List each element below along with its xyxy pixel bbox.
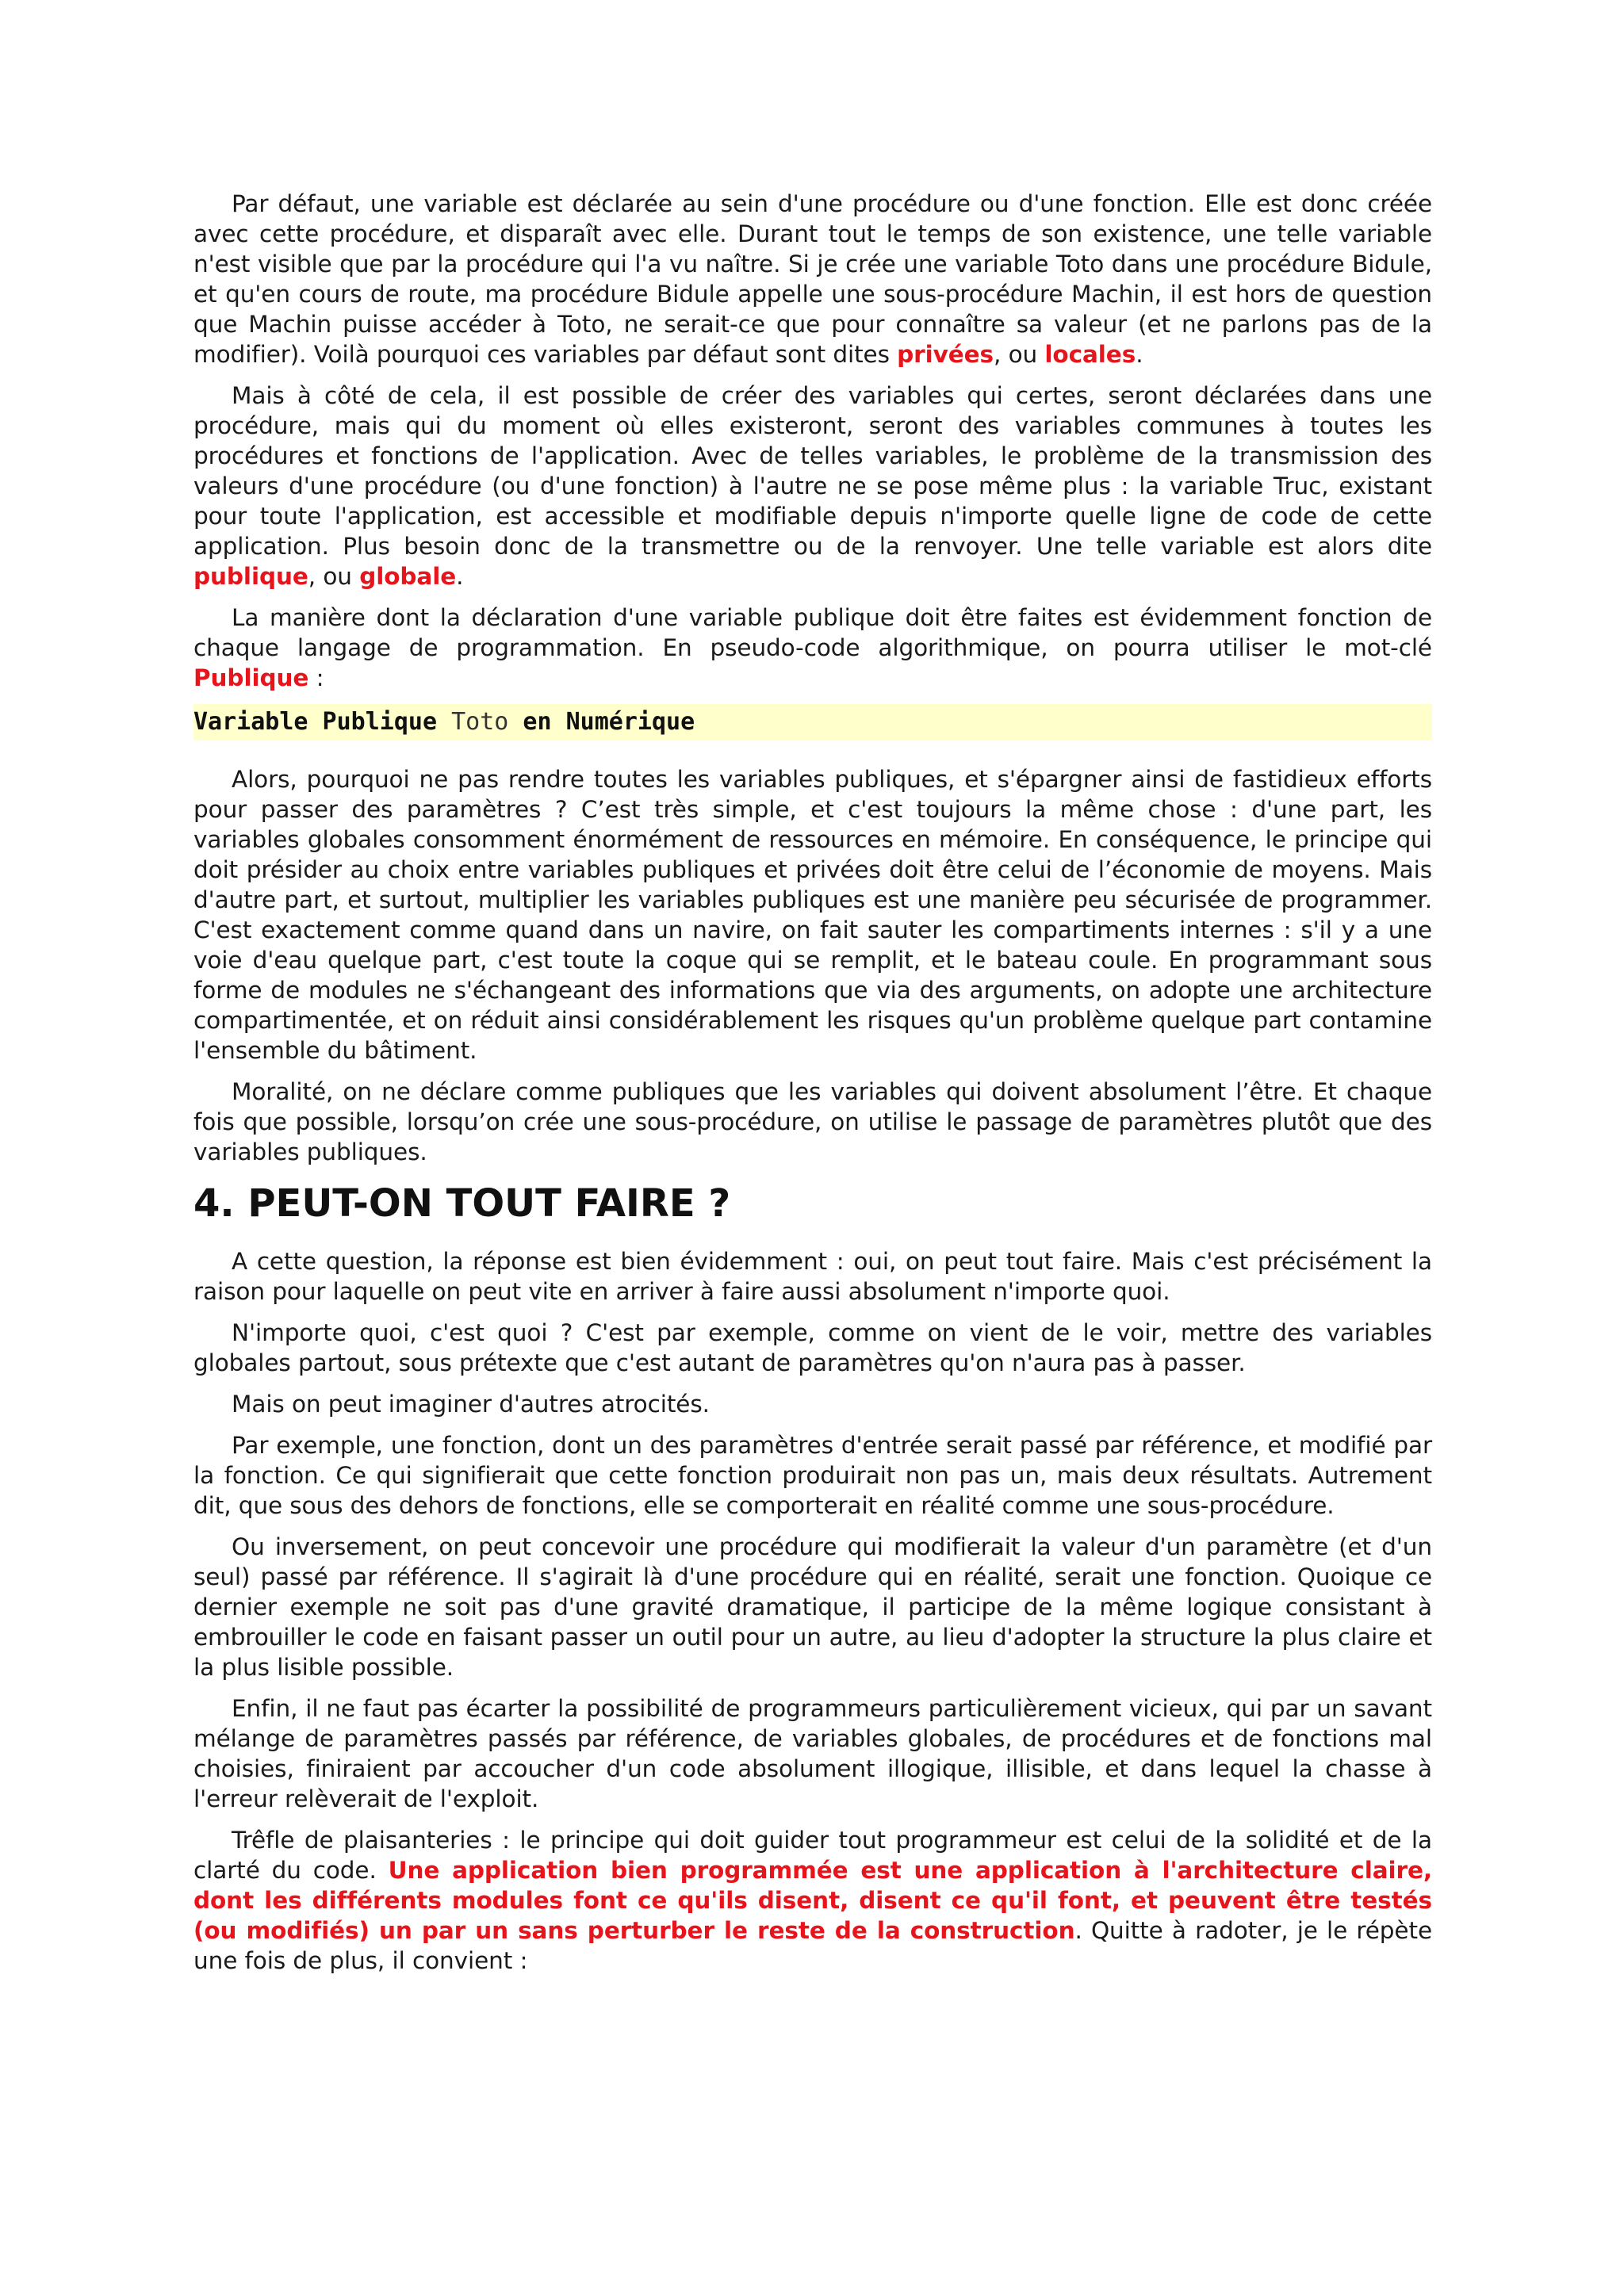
paragraph-text: Alors, pourquoi ne pas rendre toutes les variables publiques, et s'épargner ainsi de fastidieux efforts pour passer des paramètres ? C’est très simple, et c'est toujours la même chose : d'une part, les variables globales consomment énormément de ressources en mémoire. En conséquence, le principe qui doit présider au choix entre variables publiques et privées doit être celui de l’économie de moyens. Mais d'autre part, et surtout, multiplier les variables publiques est une manière peu sécurisée de programmer. C'est exactement comme quand dans un navire, on fait sauter les compartiments internes : s'il y a une voie d'eau quelque part, c'est toute la coque qui se remplit, et le bateau coule. En programmant sous forme de modules ne s'échangeant des informations que via des arguments, on adopte une architecture compartimentée, et on réduit ainsi considérablement les risques qu'un problème quelque part contamine l'ensemble du bâtiment. <box>193 766 1432 1064</box>
highlighted-term: Une application bien programmée est une application à l'architecture claire, dont les différents modules font ce qu'ils disent, disent ce qu'il font, et peuvent être testés (ou modifiés) un par un sans perturber le reste de la construction <box>193 1857 1432 1944</box>
paragraph-text: Enfin, il ne faut pas écarter la possibilité de programmeurs particulièrement vicieux, qui par un savant mélange de paramètres passés par référence, de variables globales, de procédures et de fonctions mal choisies, finiraient par accoucher d'un code absolument illogique, illisible, et dans lequel la chasse à l'erreur relèverait de l'exploit. <box>193 1695 1432 1812</box>
paragraph <box>193 1430 1432 1521</box>
paragraph-text: Moralité, on ne déclare comme publiques que les variables qui doivent absolument l’être. Et chaque fois que possible, lorsqu’on crée une sous-procédure, on utilise le passage de paramètres plutôt que des variables publiques. <box>193 1078 1432 1165</box>
paragraph <box>193 1077 1432 1167</box>
paragraph-text: Mais on peut imaginer d'autres atrocités. <box>232 1391 710 1418</box>
highlighted-term: publique <box>193 563 308 590</box>
paragraph <box>193 381 1432 591</box>
document-page <box>193 189 1432 1987</box>
text-block-variables-scope <box>193 189 1432 693</box>
pseudo-code-declaration <box>193 704 1432 740</box>
paragraph <box>193 1318 1432 1378</box>
text-block-public-variables <box>193 764 1432 1167</box>
paragraph-text: A cette question, la réponse est bien évidemment : oui, on peut tout faire. Mais c'est précisément la raison pour laquelle on peut vite en arriver à faire aussi absolument n'importe quoi. <box>193 1248 1432 1305</box>
paragraph <box>193 764 1432 1066</box>
paragraph-text: : <box>308 664 324 691</box>
paragraph-text: Trêfle de plaisanteries : le principe qui doit guider tout programmeur est celui de la solidité et de la clarté du code. <box>193 1827 1432 1884</box>
paragraph-text: . <box>456 563 464 590</box>
paragraph-text: . <box>1136 341 1143 368</box>
code-keyword: Variable Publique <box>193 708 438 736</box>
paragraph-text: La manière dont la déclaration d'une variable publique doit être faites est évidemment fonction de chaque langage de programmation. En pseudo-code algorithmique, on pourra utiliser le mot-clé <box>193 604 1432 661</box>
code-identifier: Toto <box>451 708 509 736</box>
paragraph-text: Ou inversement, on peut concevoir une procédure qui modifierait la valeur d'un paramètre (et d'un seul) passé par référence. Il s'agirait là d'une procédure qui en réalité, serait une fonction. Quoique ce dernier exemple ne soit pas d'une gravité dramatique, il participe de la même logique consistant à embrouiller le code en faisant passer un outil pour un autre, au lieu d'adopter la structure la plus claire et la plus lisible possible. <box>193 1533 1432 1681</box>
paragraph <box>193 1825 1432 1976</box>
paragraph <box>193 1693 1432 1814</box>
paragraph-text: N'importe quoi, c'est quoi ? C'est par exemple, comme on vient de le voir, mettre des variables globales partout, sous prétexte que c'est autant de paramètres qu'on n'aura pas à passer. <box>193 1319 1432 1376</box>
paragraph-text: Mais à côté de cela, il est possible de créer des variables qui certes, seront déclarées dans une procédure, mais qui du moment où elles existeront, seront des variables communes à toutes les procédures et fonctions de l'application. Avec de telles variables, le problème de la transmission des valeurs d'une procédure (ou d'une fonction) à l'autre ne se pose même plus : la variable Truc, existant pour toute l'application, est accessible et modifiable depuis n'importe quelle ligne de code de cette application. Plus besoin donc de la transmettre ou de la renvoyer. Une telle variable est alors dite <box>193 382 1432 560</box>
paragraph-text: , ou <box>308 563 360 590</box>
paragraph <box>193 1389 1432 1419</box>
highlighted-term: locales <box>1044 341 1136 368</box>
paragraph <box>193 189 1432 369</box>
paragraph <box>193 603 1432 693</box>
section-title: 4. PEUT-ON TOUT FAIRE ? <box>193 1181 731 1226</box>
text-block-peut-on-tout-faire <box>193 1246 1432 1976</box>
paragraph <box>193 1532 1432 1682</box>
paragraph <box>193 1246 1432 1307</box>
highlighted-term: globale <box>359 563 457 590</box>
paragraph-text: , ou <box>994 341 1045 368</box>
highlighted-term: Publique <box>193 664 309 691</box>
highlighted-term: privées <box>897 341 994 368</box>
code-keyword-type: en Numérique <box>523 708 695 736</box>
paragraph-text: Par exemple, une fonction, dont un des paramètres d'entrée serait passé par référence, et modifié par la fonction. Ce qui signifierait que cette fonction produirait non pas un, mais deux résultats. Autrement dit, que sous des dehors de fonctions, elle se comporterait en réalité comme une sous-procédure. <box>193 1432 1432 1519</box>
paragraph-text: Par défaut, une variable est déclarée au sein d'une procédure ou d'une fonction. Elle est donc créée avec cette procédure, et disparaît avec elle. Durant tout le temps de son existence, une telle variable n'est visible que par la procédure qui l'a vu naître. Si je crée une variable Toto dans une procédure Bidule, et qu'en cours de route, ma procédure Bidule appelle une sous-procédure Machin, il est hors de question que Machin puisse accéder à Toto, ne serait-ce que pour connaître sa valeur (et ne parlons pas de la modifier). Voilà pourquoi ces variables par défaut sont dites <box>193 190 1432 368</box>
paragraph-text: . Quitte à radoter, je le répète une fois de plus, il convient : <box>193 1917 1432 1974</box>
